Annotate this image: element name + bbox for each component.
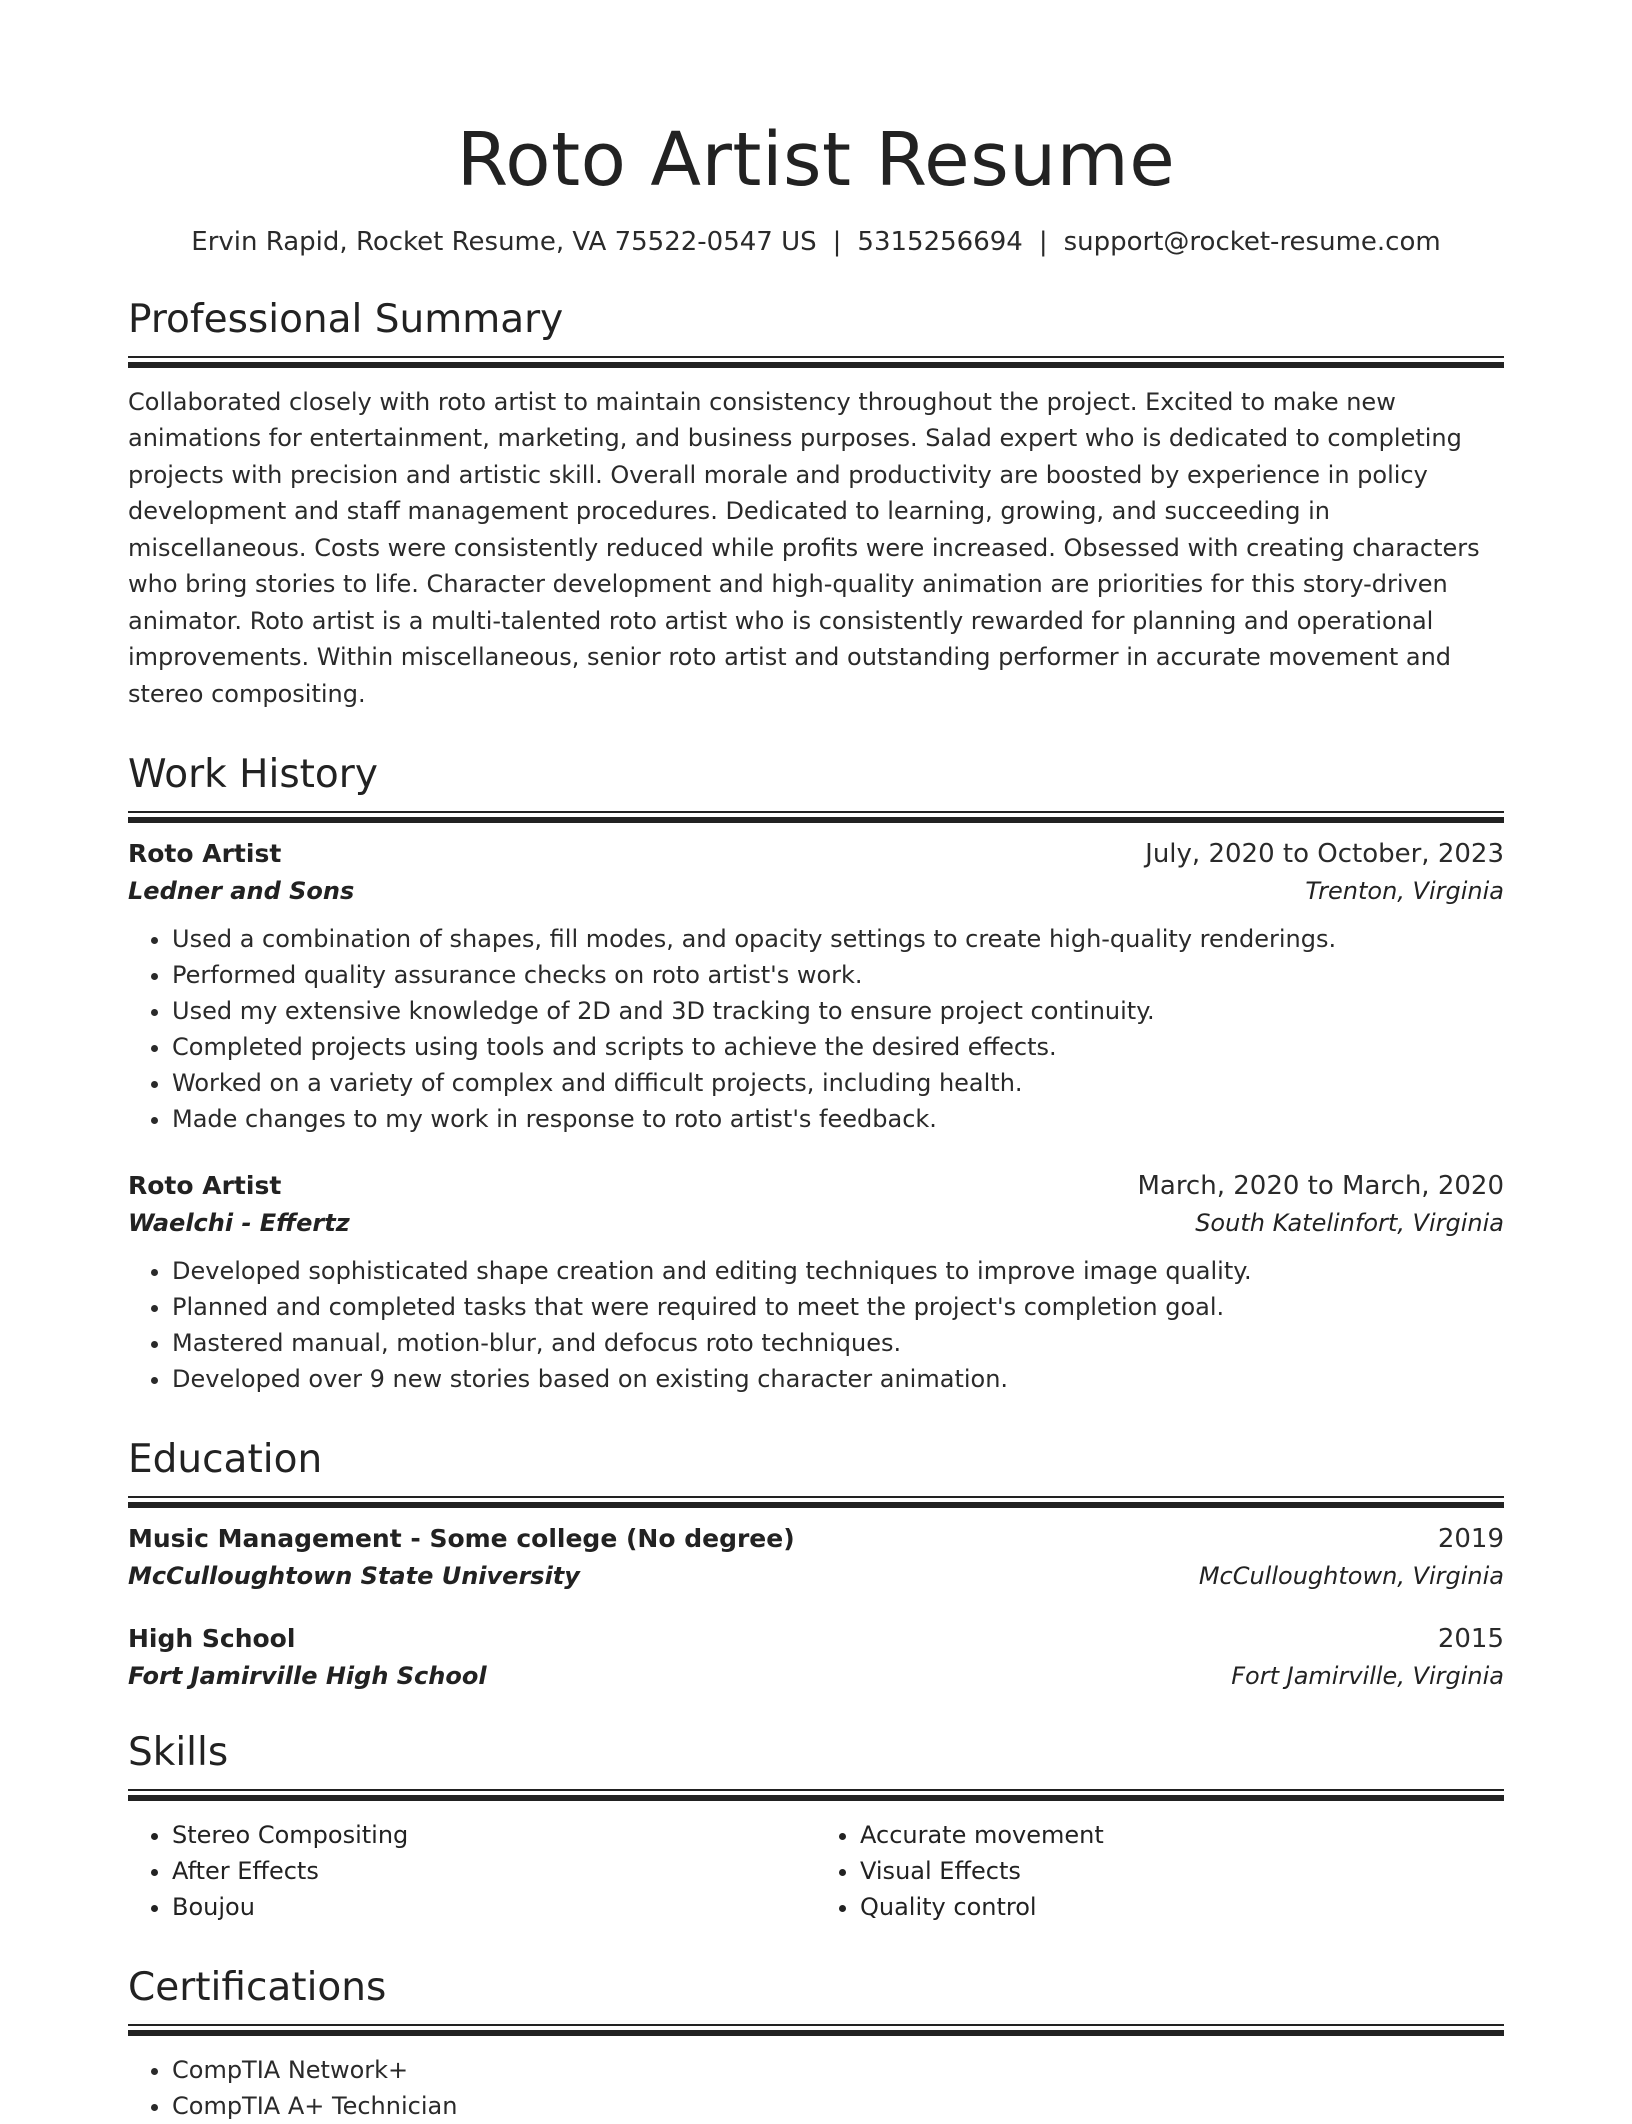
job-entry: [128, 839, 1504, 1137]
job-company: Ledner and Sons: [128, 877, 355, 906]
job-entry: [128, 1171, 1504, 1397]
list-item: • Used a combination of shapes, fill modes, and opacity settings to create high-quality renderings.: [172, 921, 1504, 957]
list-item: • Developed over 9 new stories based on existing character animation.: [172, 1361, 1504, 1397]
section-certifications: [128, 1967, 1504, 2124]
skills-columns: [128, 1817, 1504, 1925]
section-divider: [128, 1789, 1504, 1801]
job-title: Roto Artist: [128, 1171, 282, 1201]
certifications-list: [128, 2052, 1504, 2124]
skill-item: • Quality control: [860, 1889, 1504, 1925]
list-item: • Developed sophisticated shape creation and editing techniques to improve image quality.: [172, 1253, 1504, 1289]
section-summary: [128, 299, 1504, 712]
school-name: McCulloughtown State University: [128, 1562, 580, 1591]
contact-email[interactable]: support@rocket-resume.com: [1063, 227, 1441, 258]
graduation-year: 2015: [1437, 1624, 1504, 1655]
job-title: Roto Artist: [128, 839, 282, 869]
skill-item: • Boujou: [172, 1889, 816, 1925]
degree: Music Management - Some college (No degree): [128, 1524, 795, 1554]
graduation-year: 2019: [1437, 1524, 1504, 1555]
section-heading: Work History: [128, 752, 378, 798]
school-location: McCulloughtown, Virginia: [1198, 1562, 1504, 1591]
summary-text: Collaborated closely with roto artist to maintain consistency throughout the project. Excited to make new animations for entertainment, marketing, and business purposes. Salad expert who is dedicated to completing projects with precision and artistic skill. Overall morale and productivity are boosted by experience in policy development and staff management procedures. Dedicated to learning, growing, and succeeding in miscellaneous. Costs were consistently reduced while profits were increased. Obsessed with creating characters who bring stories to life. Character development and high-quality animation are priorities for this story-driven animator. Roto artist is a multi-talented roto artist who is consistently rewarded for planning and operational improvements. Within miscellaneous, senior roto artist and outstanding performer in accurate movement and stereo compositing.: [128, 387, 1480, 708]
skills-list-left: [128, 1817, 816, 1925]
list-item: • Used my extensive knowledge of 2D and 3D tracking to ensure project continuity.: [172, 993, 1504, 1029]
job-company: Waelchi - Effertz: [128, 1209, 350, 1238]
job-bullets: [128, 1253, 1504, 1397]
job-dates: July, 2020 to October, 2023: [1145, 839, 1504, 870]
list-item: • Planned and completed tasks that were required to meet the project's completion goal.: [172, 1289, 1504, 1325]
section-heading: Certifications: [128, 1965, 387, 2011]
section-divider: [128, 1496, 1504, 1508]
degree: High School: [128, 1624, 296, 1654]
skill-item: • Accurate movement: [860, 1817, 1504, 1853]
contact-phone: 5315256694: [857, 227, 1023, 258]
certification-item: • CompTIA Network+: [172, 2052, 1504, 2088]
list-item: • Mastered manual, motion-blur, and defocus roto techniques.: [172, 1325, 1504, 1361]
section-skills: [128, 1732, 1504, 1925]
section-education: [128, 1439, 1504, 1690]
job-location: South Katelinfort, Virginia: [1195, 1209, 1504, 1238]
contact-separator: |: [1038, 227, 1048, 258]
job-bullets: [128, 921, 1504, 1137]
section-work-history: [128, 754, 1504, 1397]
skill-item: • Stereo Compositing: [172, 1817, 816, 1853]
skill-item: • Visual Effects: [860, 1853, 1504, 1889]
list-item: • Completed projects using tools and scripts to achieve the desired effects.: [172, 1029, 1504, 1065]
list-item: • Performed quality assurance checks on roto artist's work.: [172, 957, 1504, 993]
job-location: Trenton, Virginia: [1305, 877, 1504, 906]
contact-address: Ervin Rapid, Rocket Resume, VA 75522-0547 US: [191, 227, 817, 258]
certification-item: • CompTIA A+ Technician: [172, 2088, 1504, 2124]
resume-title: Roto Artist Resume: [456, 117, 1176, 203]
skill-item: • After Effects: [172, 1853, 816, 1889]
section-heading: Education: [128, 1437, 323, 1483]
education-entry: [128, 1624, 1504, 1690]
list-item: • Worked on a variety of complex and difficult projects, including health.: [172, 1065, 1504, 1101]
school-name: Fort Jamirville High School: [128, 1662, 487, 1691]
contact-separator: |: [832, 227, 842, 258]
section-divider: [128, 356, 1504, 368]
school-location: Fort Jamirville, Virginia: [1231, 1662, 1504, 1691]
section-divider: [128, 2024, 1504, 2036]
list-item: • Made changes to my work in response to roto artist's feedback.: [172, 1101, 1504, 1137]
education-entry: [128, 1524, 1504, 1590]
skills-list-right: [816, 1817, 1504, 1925]
section-divider: [128, 811, 1504, 823]
contact-line: [128, 227, 1504, 257]
section-heading: Skills: [128, 1730, 229, 1776]
section-heading: Professional Summary: [128, 297, 564, 343]
job-dates: March, 2020 to March, 2020: [1137, 1171, 1504, 1202]
